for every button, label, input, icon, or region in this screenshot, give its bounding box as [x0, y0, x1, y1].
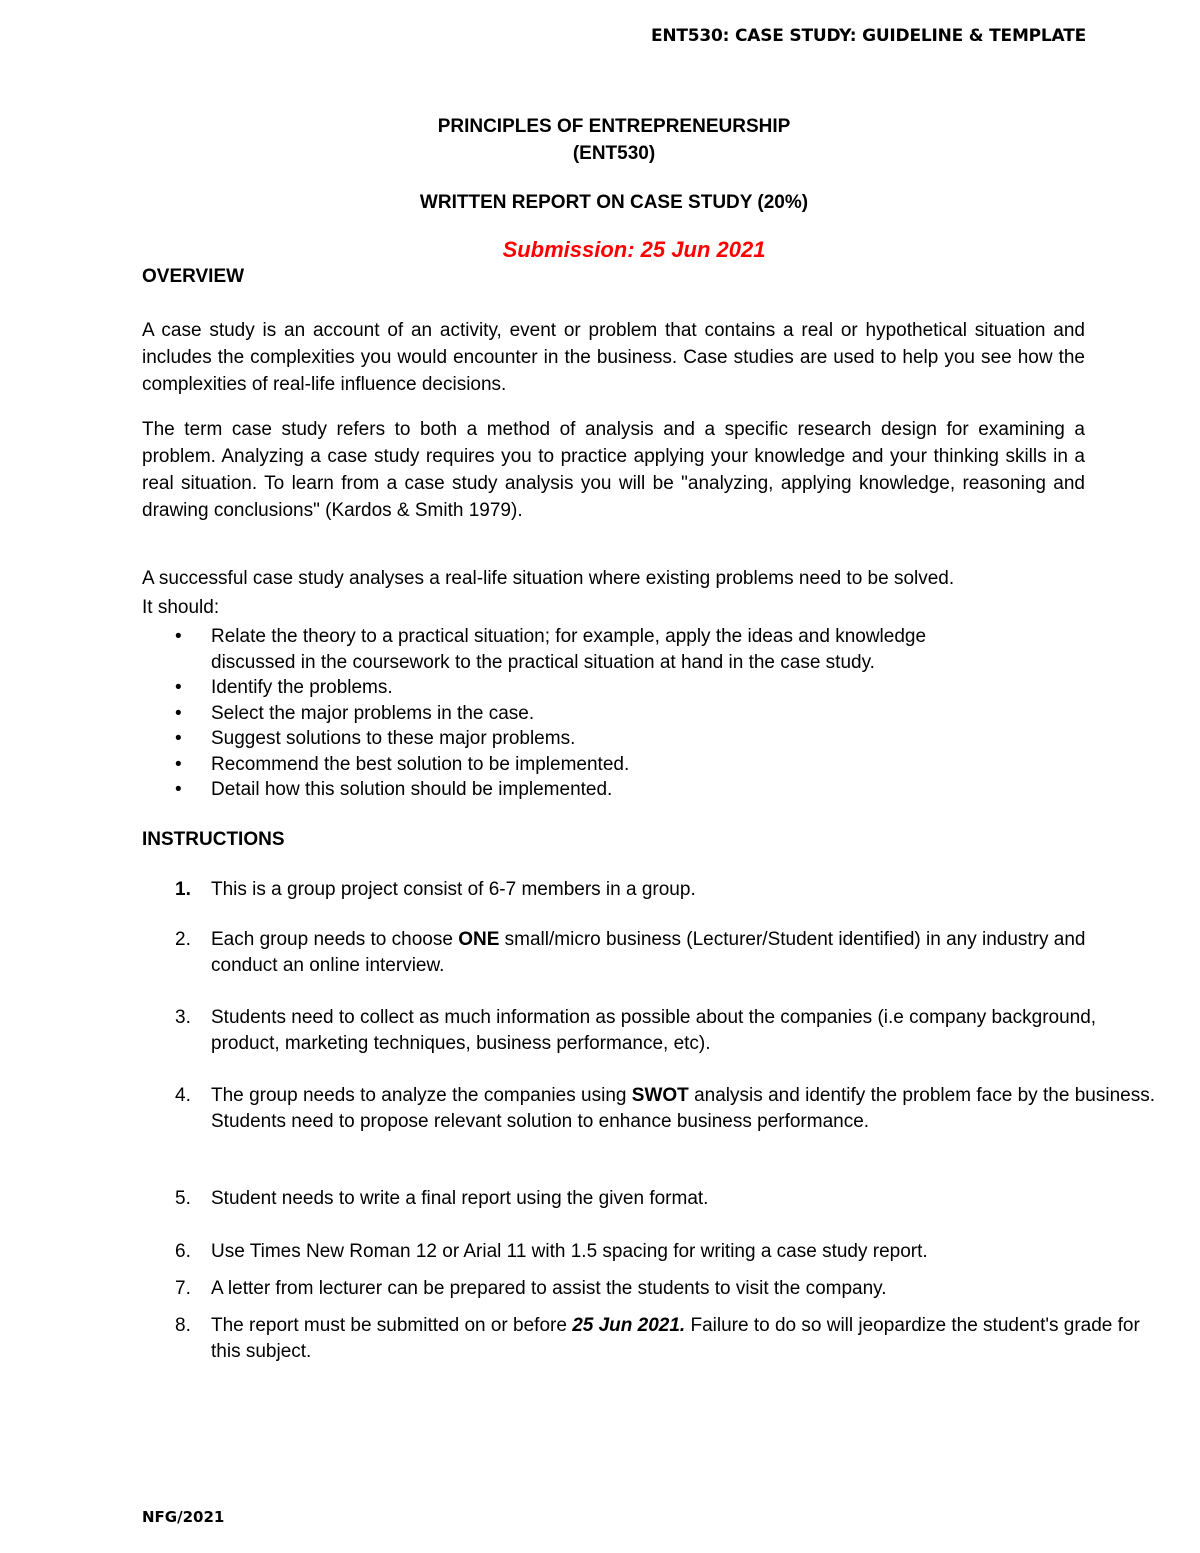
list-item: 5. Student needs to write a final report using the given format.	[175, 1188, 709, 1209]
bullet-icon: •	[175, 728, 182, 749]
list-item: 3. Students need to collect as much information as possible about the companies (i.e company background, product, marketing techniques, business performance, etc).	[175, 1007, 1097, 1054]
overview-heading: OVERVIEW	[142, 266, 245, 287]
page-header: ENT530: CASE STUDY: GUIDELINE & TEMPLATE	[650, 26, 1086, 46]
overview-bullet-list	[142, 624, 1102, 803]
list-item: • Relate the theory to a practical situation; for example, apply the ideas and knowledge discussed in the coursework to the practical situation at hand in the case study.	[175, 626, 927, 673]
list-item: 2. Each group needs to choose ONE small/micro business (Lecturer/Student identified) in any industry and conduct an online interview.	[175, 929, 1086, 976]
page-footer: NFG/2021	[142, 1508, 225, 1526]
list-item: 7. A letter from lecturer can be prepared to assist the students to visit the company.	[175, 1278, 887, 1299]
bullet-icon: •	[175, 779, 182, 800]
list-item: 4. The group needs to analyze the companies using SWOT analysis and identify the problem face by the business. Students need to propose relevant solution to enhance business performance.	[175, 1085, 1155, 1132]
course-title: PRINCIPLES OF ENTREPRENEURSHIP	[437, 116, 791, 137]
submission-date: Submission: 25 Jun 2021	[502, 237, 766, 262]
list-item: 1. This is a group project consist of 6-7 members in a group.	[175, 879, 696, 900]
overview-paragraph-3-line1: A successful case study analyses a real-life situation where existing problems need to be solved.	[142, 568, 955, 589]
bullet-icon: •	[175, 702, 182, 724]
course-code: (ENT530)	[572, 143, 656, 164]
bullet-icon: •	[175, 753, 182, 775]
list-item: 6. Use Times New Roman 12 or Arial 11 with 1.5 spacing for writing a case study report.	[175, 1241, 928, 1262]
overview-paragraph-2: The term case study refers to both a method of analysis and a specific research design for examining a problem. Analyzing a case study requires you to practice applying your knowledge and your thinking skills in a real situation. To learn from a case study analysis you will be "analyzing, applying knowledge, reasoning and drawing conclusions" (Kardos & Smith 1979).	[142, 419, 1085, 521]
list-item: • Recommend the best solution to be implemented.	[142, 752, 1102, 778]
bullet-icon: •	[175, 626, 182, 647]
report-title: WRITTEN REPORT ON CASE STUDY (20%)	[419, 192, 809, 213]
overview-paragraph-3-line2: It should:	[142, 597, 220, 618]
overview-paragraph-1: A case study is an account of an activity, event or problem that contains a real or hypothetical situation and includes the complexities you would encounter in the business. Case studies are used to help you see how the complexities of real-life influence decisions.	[142, 320, 1085, 395]
list-item: • Select the major problems in the case.	[142, 701, 1102, 727]
bullet-icon: •	[175, 677, 182, 698]
list-item: • Detail how this solution should be implemented.	[142, 777, 1102, 803]
instructions-heading: INSTRUCTIONS	[142, 829, 285, 850]
list-item: • Identify the problems.	[142, 675, 1102, 701]
list-item: 8. The report must be submitted on or before 25 Jun 2021. Failure to do so will jeopardize the student's grade for this subject.	[175, 1315, 1140, 1362]
list-item: • Suggest solutions to these major problems.	[142, 726, 1102, 752]
